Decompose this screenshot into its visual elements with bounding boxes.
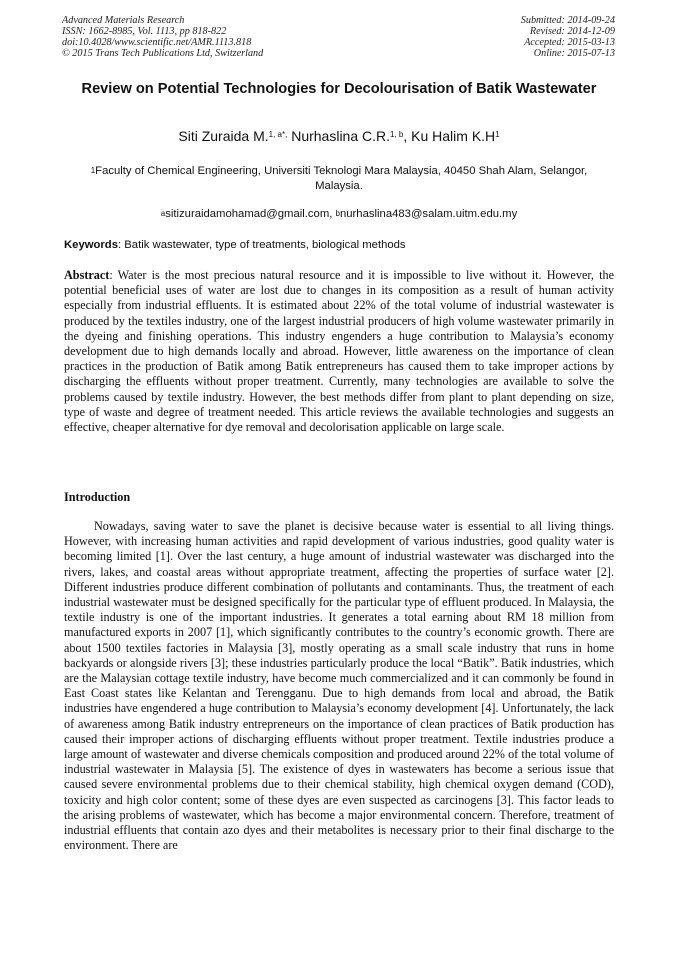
revised-date: Revised: 2014-12-09 [529,26,615,37]
abstract-text: : Water is the most precious natural resource and it is impossible to live without it. However, the potential beneficial uses of water are lost due to changes in its composition as a result of human activity especially from industrial effluents. It is estimated about 22% of the total volume of industrial wastewater is produced by the textiles industry, one of the largest industrial producers of high volume wastewater primarily in the dyeing and finishing operations. This industry engenders a huge contribution to Malaysia’s economy development due to high demands locally and abroad. However, little awareness on the importance of clean practices in the production of Batik among Batik entrepreneurs has caused them to take improper actions by discharging the effluents without proper treatment. Currently, many technologies are available to solve the problems caused by textile industry. However, the best methods differ from plant to plant depending on size, type of waste and degree of treatment needed. This article reviews the available technologies and suggests an effective, cheaper alternative for dye removal and decolorisation applicable on large scale. [64,268,614,435]
submitted-date: Submitted: 2014-09-24 [520,15,615,26]
issn-line: ISSN: 1662-8985, Vol. 1113, pp 818-822 [62,26,227,37]
affiliation [80,164,598,194]
email-list [60,207,618,222]
introduction-heading: Introduction [64,490,131,504]
abstract-label: Abstract [64,268,110,282]
accepted-date: Accepted: 2015-03-13 [524,37,615,48]
email-mark: b [335,209,340,218]
abstract [64,268,614,435]
author-name: Siti Zuraida M. [178,128,269,144]
email-mark: a [160,209,166,218]
journal-header-right [521,15,615,59]
author-affiliation-mark: 1, a*, [268,130,288,139]
author-list [60,127,618,145]
copyright-line: © 2015 Trans Tech Publications Ltd, Switzerland [62,48,264,59]
doi-line: doi:10.4028/www.scientific.net/AMR.1113.818 [62,37,252,48]
author-name: Nurhaslina C.R. [287,128,391,144]
author-affiliation-mark: 1 [495,130,500,139]
email-address: nurhaslina483@salam.uitm.edu.my [339,208,518,220]
affiliation-mark: 1 [90,166,96,175]
journal-name: Advanced Materials Research [62,15,185,26]
keywords-label: Keywords [64,239,118,251]
keywords [64,238,616,253]
journal-header-left [62,15,263,59]
introduction-text: Nowadays, saving water to save the planet is decisive because water is essential to all living things. However, with increasing human activities and rapid development of various industries, good quality water is becoming limited [1]. Over the last century, a huge amount of industrial wastewater was discharged into the rivers, lakes, and coastal areas without appropriate treatment, affecting the properties of surface water [2]. Different industries produce different combination of pollutants and contaminants. Thus, the treatment of each industrial wastewater must be designed specifically for the particular type of effluent produced. In Malaysia, the textile industry is one of the important industries. It generates a total earning about RM 18 million from manufactured exports in 2007 [1], which significantly contributes to the country’s economic growth. There are about 1500 textiles factories in Malaysia [3], mostly operating as a small scale industry that runs in home backyards or alongside rivers [3]; these industries particularly produce the local “Batik”. Batik industries, which are the Malaysian cottage textile industry, have become much commercialized and it can commonly be found in East Coast states like Kelantan and Terengganu. Due to high demands from local and abroad, the Batik industries have engendered a huge contribution to Malaysia’s economy development [4]. Unfortunately, the lack of awareness among Batik industry entrepreneurs on the importance of clean practices of Batik production has caused their improper actions of discharging effluents without proper treatment. Textile industries produce a large amount of wastewater and diverse chemicals composition and produced around 22% of the total volume of industrial wastewater in Malaysia [5]. The existence of dyes in wastewaters has become a serious issue that caused severe environmental problems due to their chemical stability, high chemical oxygen demand (COD), toxicity and high color content; some of these dyes are even suspected as carcinogens [3]. This factor leads to the arising problems of wastewater, which has become a major environmental concern. Therefore, treatment of industrial effluents that contain azo dyes and their metabolites is necessary prior to their final discharge to the environment. There are [64,519,614,853]
paper-title: Review on Potential Technologies for Decolourisation of Batik Wastewater [81,81,597,97]
author-name: , Ku Halim K.H [403,128,496,144]
affiliation-text: Faculty of Chemical Engineering, Universiti Teknologi Mara Malaysia, 40450 Shah Alam, Selangor, Malaysia. [95,165,588,192]
keywords-text: : Batik wastewater, type of treatments, biological methods [118,239,406,251]
author-affiliation-mark: 1, b [390,130,404,139]
email-address: sitizuraidamohamad@gmail.com, [165,208,336,220]
online-date: Online: 2015-07-13 [533,48,615,59]
